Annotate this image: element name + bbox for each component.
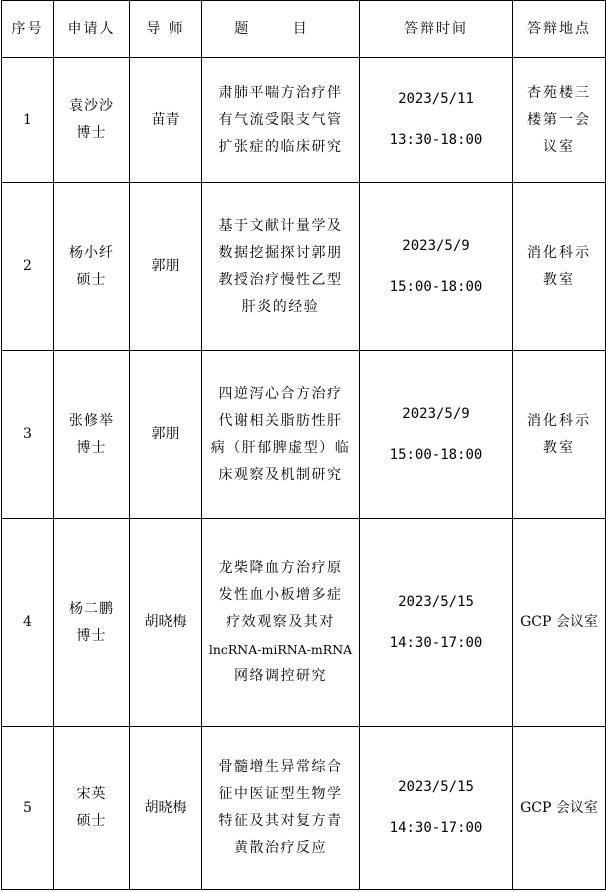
topic-line: 代谢相关脂肪性肝 [218,412,343,429]
topic-line: 疗效观察及其对 [226,614,335,630]
topic-line: 发性血小板增多症 [218,587,343,603]
place-line: 楼第一会 [527,111,591,128]
row-topic [202,351,360,519]
applicant-name: 张修举 [69,412,114,429]
row-time [360,58,513,183]
applicant-name: 杨小纤 [69,244,114,261]
row-topic [202,183,360,351]
row-topic [202,519,360,727]
defense-time: 14:30-17:00 [389,820,483,836]
applicant-degree: 硕士 [76,813,107,829]
place-line: 消化科示 [527,412,591,429]
row-time [360,183,513,351]
header-applicant: 申请人 [54,1,130,58]
header-time: 答辩时间 [360,1,513,58]
applicant-degree: 硕士 [76,271,107,288]
table-row [2,183,606,351]
applicant-degree: 博士 [76,439,107,456]
row-applicant [54,519,130,727]
topic-line: 床观察及机制研究 [218,466,343,483]
topic-line: 特征及其对复方青 [218,813,343,829]
row-index: 4 [2,519,54,727]
row-applicant [54,351,130,519]
row-advisor: 胡晓梅 [130,519,202,727]
row-time [360,727,513,890]
header-place: 答辩地点 [513,1,606,58]
table-row [2,727,606,890]
topic-line: 肝炎的经验 [241,298,320,315]
defense-time: 15:00-18:00 [389,278,483,295]
place-line: 议室 [543,138,575,155]
defense-date: 2023/5/9 [402,237,470,254]
applicant-name: 袁沙沙 [69,98,114,114]
row-advisor: 郭朋 [130,183,202,351]
row-advisor: 胡晓梅 [130,727,202,890]
topic-line: 黄散治疗反应 [234,840,327,856]
row-applicant [54,58,130,183]
topic-line: 龙柴降血方治疗原 [218,560,343,576]
header-advisor: 导 师 [130,1,202,58]
place-line: GCP 会议室 [520,799,598,816]
row-index: 2 [2,183,54,351]
applicant-degree: 博士 [76,125,107,141]
row-place [513,183,606,351]
place-line: 教室 [543,271,575,288]
topic-line: 有气流受限支气管 [218,111,343,128]
header-index: 序号 [2,1,54,58]
row-place [513,519,606,727]
row-time [360,519,513,727]
row-place [513,727,606,890]
header-topic: 题 目 [202,1,360,58]
defense-time: 14:30-17:00 [389,634,483,651]
defense-date: 2023/5/15 [398,779,474,795]
topic-line: lncRNA-miRNA-mRNA [208,642,353,657]
row-place [513,351,606,519]
place-line: 教室 [543,439,575,456]
defense-date: 2023/5/9 [402,405,470,422]
row-index: 1 [2,58,54,183]
topic-line: 网络调控研究 [234,668,327,684]
row-applicant [54,727,130,890]
topic-line: 四逆泻心合方治疗 [218,385,343,402]
topic-line: 骨髓增生异常综合 [218,759,343,775]
place-line: GCP 会议室 [520,614,598,630]
table-row [2,58,606,183]
row-advisor: 郭朋 [130,351,202,519]
applicant-degree: 博士 [76,627,107,644]
applicant-name: 宋英 [76,786,107,802]
row-index: 5 [2,727,54,890]
defense-date: 2023/5/11 [398,91,474,107]
topic-line: 病（肝郁脾虚型）临 [210,439,351,456]
topic-line: 教授治疗慢性乙型 [218,271,343,288]
row-topic [202,58,360,183]
place-line: 消化科示 [527,244,591,261]
row-time [360,351,513,519]
row-topic [202,727,360,890]
header-row [2,1,606,58]
place-line: 杏苑楼三 [527,84,591,101]
topic-line: 肃肺平喘方治疗伴 [218,84,343,101]
applicant-name: 杨二鹏 [69,600,114,617]
topic-line: 基于文献计量学及 [218,217,343,234]
table-row [2,519,606,727]
table-row [2,351,606,519]
row-applicant [54,183,130,351]
row-advisor: 苗青 [130,58,202,183]
topic-line: 扩张症的临床研究 [218,138,343,155]
topic-line: 数据挖掘探讨郭朋 [218,244,343,261]
defense-schedule-table [1,0,606,890]
topic-line: 征中医证型生物学 [218,786,343,802]
defense-time: 15:00-18:00 [389,446,483,463]
defense-date: 2023/5/15 [398,593,474,610]
row-index: 3 [2,351,54,519]
defense-time: 13:30-18:00 [389,132,483,148]
row-place [513,58,606,183]
